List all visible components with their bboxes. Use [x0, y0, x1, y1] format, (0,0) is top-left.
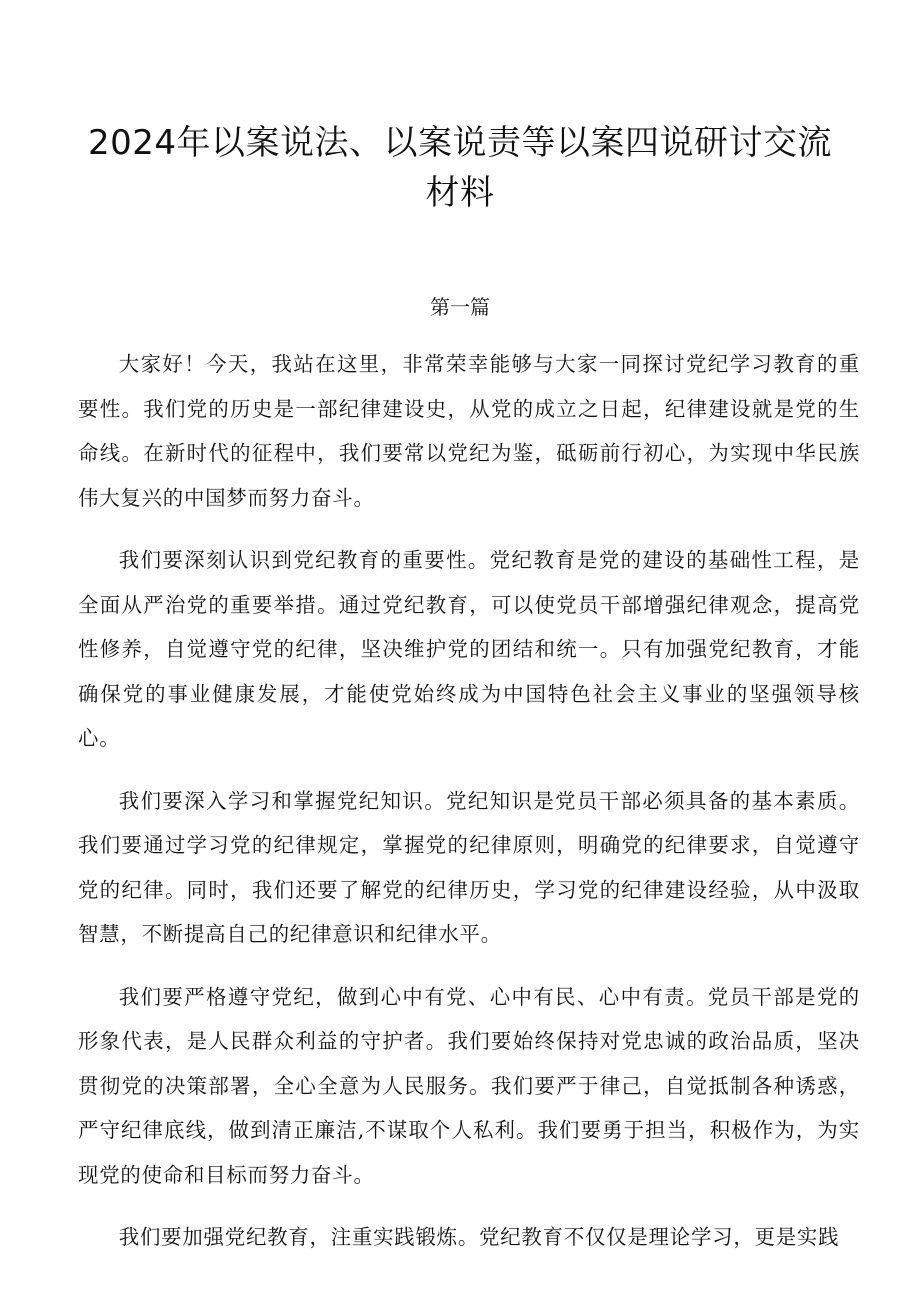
body-paragraph-2: 我们要深刻认识到党纪教育的重要性。党纪教育是党的建设的基础性工程，是全面从严治党的重要举措。通过党纪教育，可以使党员干部增强纪律观念，提高党性修养，自觉遵守党的纪律，坚决维护党的团结和统一。只有加强党纪教育，才能确保党的事业健康发展，才能使党始终成为中国特色社会主义事业的坚强领导核心。	[78, 548, 860, 750]
document-body	[78, 342, 860, 1278]
body-paragraph-4: 我们要严格遵守党纪，做到心中有党、心中有民、心中有责。党员干部是党的形象代表，是人民群众利益的守护者。我们要始终保持对党忠诚的政治品质，坚决贯彻党的决策部署，全心全意为人民服务。我们要严于律己，自觉抵制各种诱惑，严守纪律底线，做到清正廉洁,不谋取个人私利。我们要勇于担当，积极作为，为实现党的使命和目标而努力奋斗。	[78, 984, 860, 1187]
body-paragraph-1: 大家好！今天，我站在这里，非常荣幸能够与大家一同探讨党纪学习教育的重要性。我们党的历史是一部纪律建设史，从党的成立之日起，纪律建设就是党的生命线。在新时代的征程中，我们要常以党纪为鉴，砥砺前行初心，为实现中华民族伟大复兴的中国梦而努力奋斗。	[78, 352, 860, 510]
body-paragraph-5: 我们要加强党纪教育，注重实践锻炼。党纪教育不仅仅是理论学习，更是实践	[118, 1225, 840, 1249]
document-title: 2024年以案说法、以案说责等以案四说研讨交流材料	[87, 123, 833, 213]
body-paragraph-3: 我们要深入学习和掌握党纪知识。党纪知识是党员干部必须具备的基本素质。我们要通过学习党的纪律规定，掌握党的纪律原则，明确党的纪律要求，自觉遵守党的纪律。同时，我们还要了解党的纪律历史，学习党的纪律建设经验，从中汲取智慧，不断提高自己的纪律意识和纪律水平。	[78, 788, 860, 946]
section-heading: 第一篇	[430, 295, 490, 319]
